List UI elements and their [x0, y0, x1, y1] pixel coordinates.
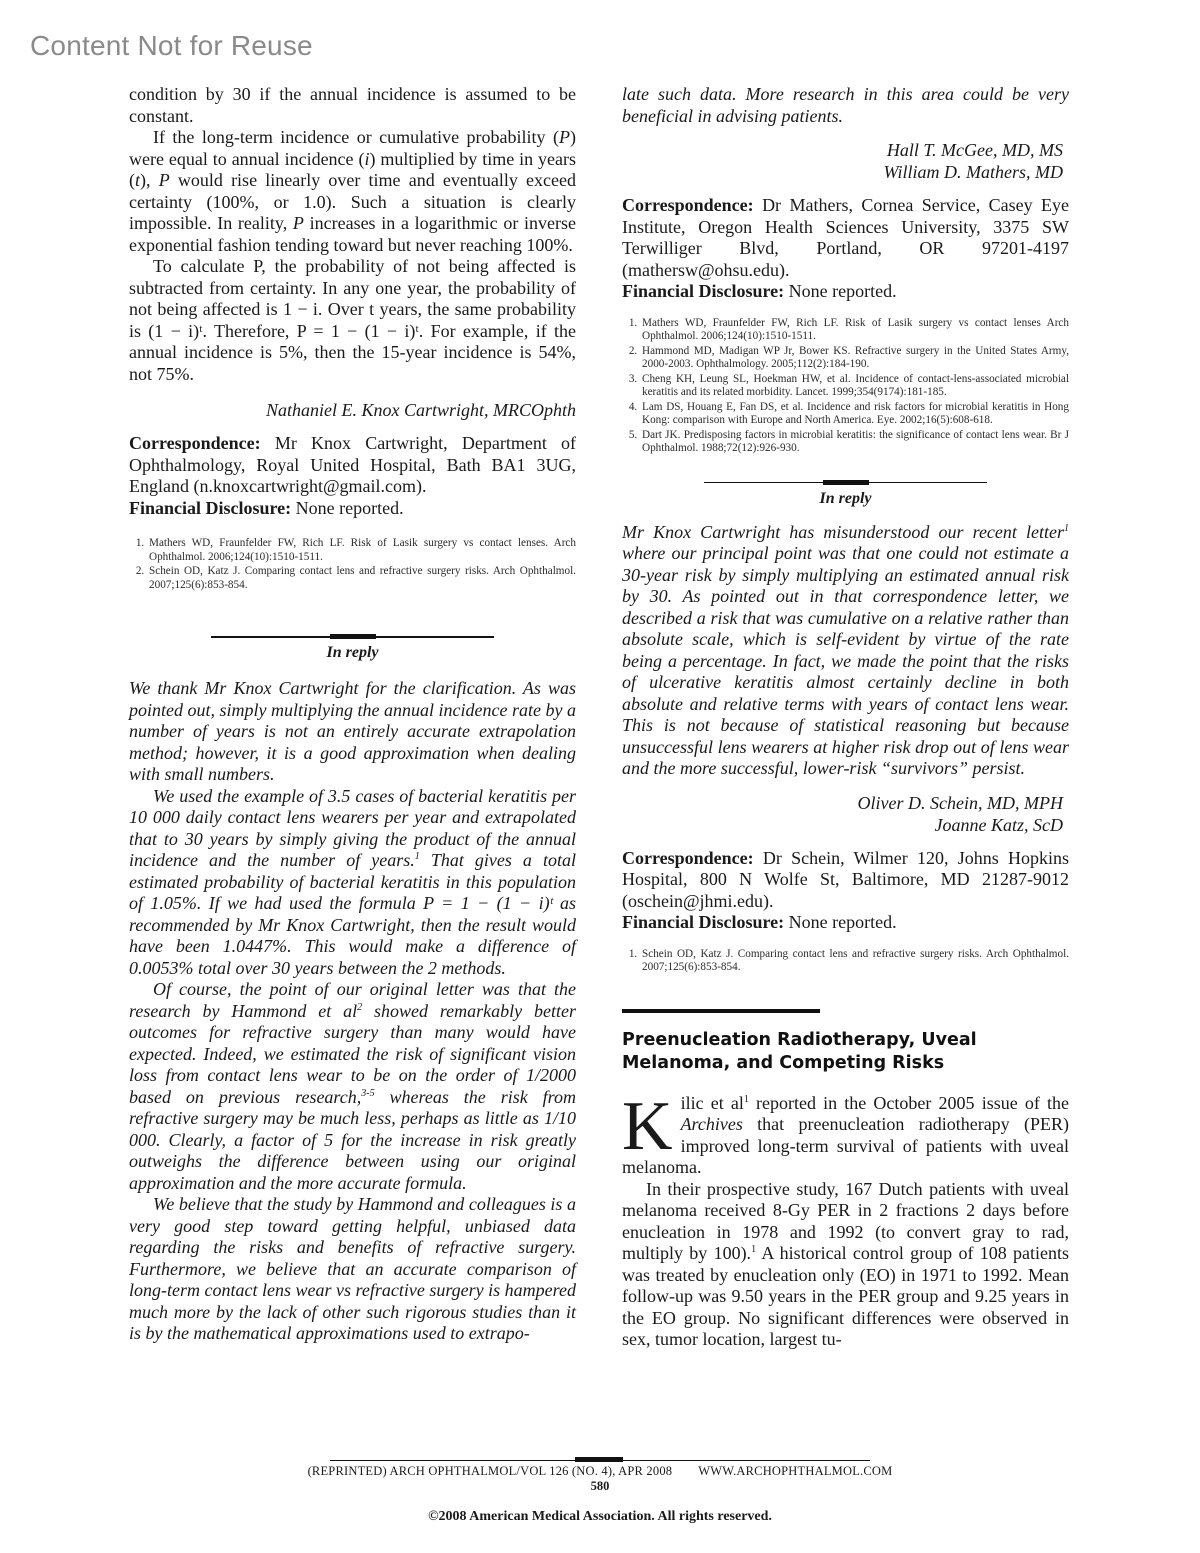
journal-citation: (REPRINTED) ARCH OPHTHALMOL/VOL 126 (NO. 4), APR 2008 — [307, 1464, 673, 1478]
reply-paragraph: We believe that the study by Hammond and colleagues is a very good step toward getting helpful, unbiased data regarding the risks and benefits of refractive surgery. Furthermore, we believe that an accurate comparison of long-term contact lens wear vs refractive surgery is hampered much more by the lack of other such rigorous studies than it is by the mathematical approximations used to extrapo- — [129, 1194, 576, 1343]
reference-item: 2. Hammond MD, Madigan WP Jr, Bower KS. Refractive surgery in the United States Army, 2000-2003. Ophthalmology. 2005;112(2):184-190. — [640, 345, 1069, 372]
body-paragraph: Kilic et $al^1$ reported in the October 2005 issue of the Archives that preenucleation radiotherapy (PER) improved long-term survival of patients with uveal melanoma. — [622, 1087, 1069, 1177]
reference-item: 1. Schein OD, Katz J. Comparing contact lens and refractive surgery risks. Arch Ophthalmol. 2007;125(6):853-854. — [640, 948, 1069, 975]
body-paragraph: If the long-term incidence or cumulative probability (P) were equal to annual incidence (i) multiplied by time in years (t), P would rise linearly over time and eventually exceed certainty (100%, or 1.0). Such a situation is clearly impossible. In reality, P increases in a logarithmic or inverse exponential fashion tending toward but never reaching 100%. — [129, 127, 577, 255]
drop-cap: K — [622, 1087, 673, 1165]
correspondence: Correspondence: Dr Schein, Wilmer 120, Johns Hopkins Hospital, 800 N Wolfe St, Baltimore, MD 21287-9012 (oschein@jhmi.edu). — [622, 847, 1069, 911]
reference-item: 2. Schein OD, Katz J. Comparing contact lens and refractive surgery risks. Arch Ophthalmol. 2007;125(6):853-854. — [147, 565, 576, 592]
reply-paragraph: Mr Knox Cartwright has misunderstood our recent letter$^1$ where our principal point was that one could not estimate a 30-year risk by simply multiplying an estimated annual risk by 30. As pointed out in that correspondence letter, we described a risk that was cumulative on a relative rather than absolute scale, which is self-evident by virtue of the rate being a percentage. In fact, we made the point that the risks of ulcerative keratitis almost certainly decline in both absolute and relative terms with years of contact lens wear. This is not because of statistical reasoning but because unsuccessful lens wearers at higher risk drop out of lens wear and the more successful, lower-risk “survivors” persist. — [622, 521, 1069, 778]
author-signature: Hall T. McGee, MD, MS William D. Mathers, MD — [883, 140, 1063, 182]
body-paragraph: condition by 30 if the annual incidence is assumed to be constant. — [129, 84, 576, 126]
reply-paragraph: Of course, the point of our original letter was that the research by Hammond et $al^2$ showed remarkably better outcomes for refractive surgery than many would have expected. Indeed, we estimated the risk of significant vision loss from contact lens wear to be on the order of 1/2000 based on previous research,$^{3-5}$ whereas the risk from refractive surgery may be much less, perhaps as little as 1/10 000. Clearly, a factor of 5 for the increase in risk greatly outweighs the difference between using our original approximation and the more accurate formula. — [129, 979, 577, 1193]
reply-divider — [129, 632, 576, 672]
reply-paragraph: We used the example of 3.5 cases of bacterial keratitis per 10 000 daily contact lens wearers per year and extrapolated that to 30 years by simply giving the product of the annual incidence and the number of years.$^1$ That gives a total estimated probability of bacterial keratitis in this population of 1.05%. If we had used the formula P = 1 − (1 − i)ᵗ as recommended by Mr Knox Cartwright, then the result would have been 1.0447%. This would make a difference of 0.0053% total over 30 years between the 2 methods. — [129, 785, 576, 978]
right-column — [622, 84, 1069, 1351]
reply-paragraph: late such data. More research in this area could be very beneficial in advising patients. — [622, 84, 1069, 126]
body-paragraph: In their prospective study, 167 Dutch patients with uveal melanoma received 8-Gy PER in 2 fractions 2 days before enucleation in 1978 and 1992 (to convert gray to rad, multiply by 100).$^1$ A historical control group of 108 patients was treated by enucleation only (EO) in 1971 to 1992. Mean follow-up was 9.50 years in the PER group and 9.25 years in the EO group. No significant differences were observed in sex, tumor location, largest tu- — [622, 1178, 1069, 1349]
financial-disclosure: Financial Disclosure: None reported. — [622, 281, 897, 301]
body-paragraph: To calculate P, the probability of not being affected is subtracted from certainty. In any one year, the probability of not being affected is 1 − i. Over t years, the same probability is (1 − i)ᵗ. Therefore, P = 1 − (1 − i)ᵗ. For example, if the annual incidence is 5%, then the 15-year incidence is 54%, not 75%. — [129, 256, 576, 384]
reference-list — [129, 537, 576, 592]
reply-paragraph: We thank Mr Knox Cartwright for the clarification. As was pointed out, simply multiplying the annual incidence rate by a number of years is not an entirely accurate extrapolation method; however, it is a good approximation when dealing with small numbers. — [129, 678, 576, 784]
reference-item: 5. Dart JK. Predisposing factors in microbial keratitis: the significance of contact lens wear. Br J Ophthalmol. 1988;72(12):926-930. — [640, 429, 1069, 456]
financial-disclosure: Financial Disclosure: None reported. — [129, 497, 404, 518]
correspondence: Correspondence: Dr Mathers, Cornea Service, Casey Eye Institute, Oregon Health Sciences University, 3375 SW Terwilliger Blvd, Portland, OR 97201-4197 (mathersw@ohsu.edu). — [622, 195, 1069, 280]
reference-item: 3. Cheng KH, Leung SL, Hoekman HW, et al. Incidence of contact-lens-associated microbial keratitis and its related morbidity. Lancet. 1999;354(9174):181-185. — [640, 373, 1069, 400]
correspondence: Correspondence: Mr Knox Cartwright, Department of Ophthalmology, Royal United Hospital, Bath BA1 3UG, England (n.knoxcartwright@gmail.com). — [129, 433, 576, 496]
financial-disclosure: Financial Disclosure: None reported. — [622, 912, 897, 932]
watermark-text: Content Not for Reuse — [30, 30, 313, 61]
reply-heading: In reply — [326, 644, 379, 661]
left-column — [129, 84, 576, 1345]
author-signature: Oliver D. Schein, MD, MPH Joanne Katz, ScD — [857, 792, 1063, 835]
reference-list — [622, 317, 1069, 456]
reference-item: 1. Mathers WD, Fraunfelder FW, Rich LF. Risk of Lasik surgery vs contact lenses Arch Ophthalmol. 2006;124(10):1510-1511. — [640, 317, 1069, 344]
reference-list — [622, 948, 1069, 975]
footer-rule-accent — [575, 1457, 623, 1462]
page-number: 580 — [590, 1479, 610, 1493]
author-signature: Nathaniel E. Knox Cartwright, MRCOphth — [265, 400, 576, 420]
copyright-notice: ©2008 American Medical Association. All rights reserved. — [428, 1509, 772, 1524]
section-rule — [622, 1009, 820, 1013]
section-title: Preenucleation Radiotherapy, Uveal Melanoma, and Competing Risks — [622, 1029, 977, 1073]
reply-heading: In reply — [819, 489, 872, 507]
reference-item: 1. Mathers WD, Fraunfelder FW, Rich LF. Risk of Lasik surgery vs contact lenses. Arch Ophthalmol. 2006;124(10):1510-1511. — [147, 537, 576, 564]
reference-item: 4. Lam DS, Houang E, Fan DS, et al. Incidence and risk factors for microbial keratitis in Hong Kong: comparison with Europe and North America. Eye. 2002;16(5):608-618. — [640, 401, 1069, 428]
reply-divider — [622, 478, 1069, 518]
journal-website: WWW.ARCHOPHTHALMOL.COM — [698, 1464, 893, 1478]
footer-citation — [0, 1464, 1200, 1479]
